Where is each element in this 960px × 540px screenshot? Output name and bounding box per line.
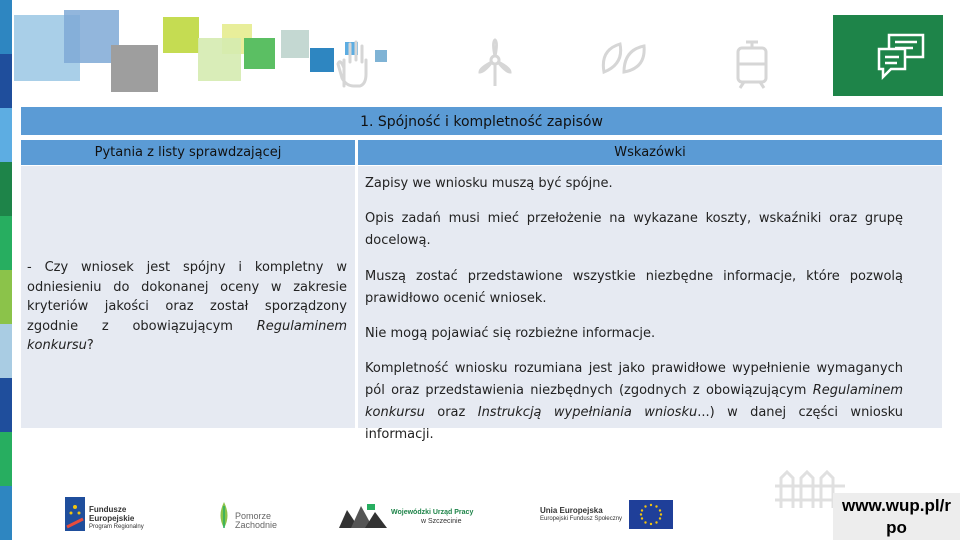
chat-tile[interactable]: [833, 15, 943, 96]
hand-icon: [336, 38, 372, 88]
hint-completeness: Kompletność wniosku rozumiana jest jako prawidłowe wypełnienie wymaganych pól oraz przedstawienia niezbędnych (zgodnych z obowiązującym Regulaminem konkursu oraz Instrukcją wypełniania wniosku...) w danej części wniosku informacji.: [365, 361, 904, 442]
column-header-questions: Pytania z listy sprawdzającej: [21, 140, 355, 165]
wind-turbine-icon: [472, 38, 518, 88]
hint-required-information: Muszą zostać przedstawione wszystkie niezbędne informacje, które pozwolą prawidłowo ocenić wniosek.: [365, 269, 903, 306]
wup-building-icon: [337, 498, 389, 532]
faint-icon-row: [330, 38, 810, 98]
chat-icon: [875, 33, 927, 81]
hint-consistency: Zapisy we wniosku muszą być spójne.: [365, 176, 613, 191]
pomorze-leaf-icon: [215, 498, 233, 530]
eu-flag-icon: [629, 500, 673, 529]
leaves-icon: [598, 38, 648, 82]
website-url[interactable]: www.wup.pl/r po: [833, 493, 960, 540]
checklist-question: - Czy wniosek jest spójny i kompletny w odniesieniu do dokonanej oceny w zakresie kryteriów jakości oraz został sporządzony zgodnie z obowiązującym Regulaminem konkursu?: [27, 260, 347, 353]
column-header-hints: Wskazówki: [358, 140, 942, 165]
footer-logos: Fundusze Europejskie Program Regionalny Pomorze Zachodnie Wojewódzki Urząd Pracy w Szczecinie Unia Europejska Europejski Fundusz Społeczny: [0, 490, 960, 540]
hint-task-description: Opis zadań musi mieć przełożenie na wykazane koszty, wskaźniki oraz grupę docelową.: [365, 211, 903, 248]
hint-no-discrepancies: Nie mogą pojawiać się rozbieżne informacje.: [365, 326, 656, 341]
table-title: 1. Spójność i kompletność zapisów: [21, 107, 942, 135]
tram-icon: [732, 38, 772, 90]
eu-funds-logo-icon: [65, 497, 85, 531]
left-color-stripe: [0, 0, 12, 540]
